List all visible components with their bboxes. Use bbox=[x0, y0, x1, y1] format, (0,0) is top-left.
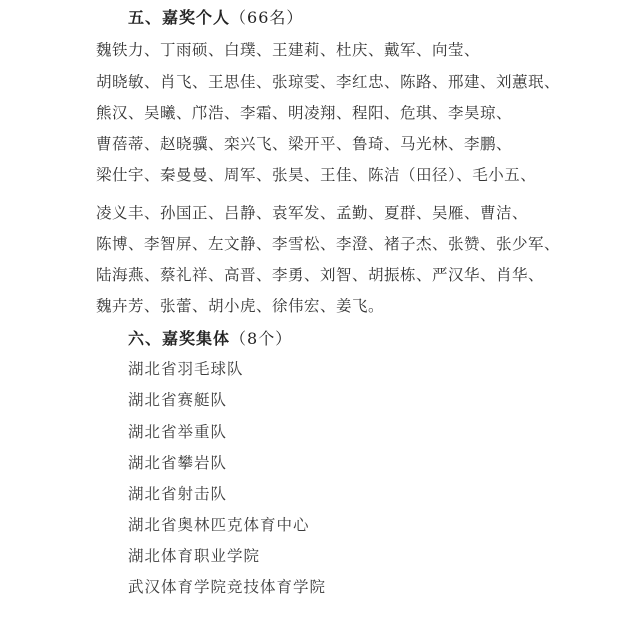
team-list-item: 湖北省攀岩队 bbox=[128, 454, 228, 472]
name-list-line: 熊汉、吴曦、邝浩、李霜、明凌翔、程阳、危琪、李昊琼、 bbox=[96, 104, 513, 122]
name-list-line: 曹蓓蒂、赵晓骥、栾兴飞、梁开平、鲁琦、马光林、李鹏、 bbox=[96, 135, 513, 153]
name-list-line: 梁仕宇、秦曼曼、周军、张昊、王佳、陈洁（田径）、毛小五、 bbox=[96, 166, 537, 184]
team-list-item: 湖北省奥林匹克体育中心 bbox=[128, 516, 310, 534]
team-list-item: 湖北体育职业学院 bbox=[128, 547, 261, 565]
name-list-line: 胡晓敏、肖飞、王思佳、张琼雯、李红忠、陈路、邢建、刘蕙珉、 bbox=[96, 73, 561, 91]
name-list-line: 魏铁力、丁雨硕、白璞、王建莉、杜庆、戴军、向莹、 bbox=[96, 41, 481, 59]
section-heading-individual-awards bbox=[128, 5, 303, 28]
section-title: 五、嘉奖个人 bbox=[128, 8, 231, 27]
team-list-item: 湖北省举重队 bbox=[128, 423, 228, 441]
name-list-line: 凌义丰、孙国正、吕静、袁军发、孟勤、夏群、吴雁、曹洁、 bbox=[96, 204, 529, 222]
section-heading-collective-awards bbox=[128, 326, 292, 349]
section-count: （66名） bbox=[230, 8, 304, 27]
section-count: （8个） bbox=[230, 329, 293, 348]
team-list-item: 湖北省羽毛球队 bbox=[128, 360, 244, 378]
name-list-line: 魏卉芳、张蕾、胡小虎、徐伟宏、姜飞。 bbox=[96, 297, 385, 315]
team-list-item: 湖北省赛艇队 bbox=[128, 391, 228, 409]
team-list-item: 武汉体育学院竞技体育学院 bbox=[128, 578, 327, 596]
name-list-line: 陈博、李智屏、左文静、李雪松、李澄、褚子杰、张赞、张少军、 bbox=[96, 235, 561, 253]
team-list-item: 湖北省射击队 bbox=[128, 485, 228, 503]
name-list-line: 陆海燕、蔡礼祥、高晋、李勇、刘智、胡振栋、严汉华、肖华、 bbox=[96, 266, 545, 284]
section-title: 六、嘉奖集体 bbox=[128, 329, 231, 348]
